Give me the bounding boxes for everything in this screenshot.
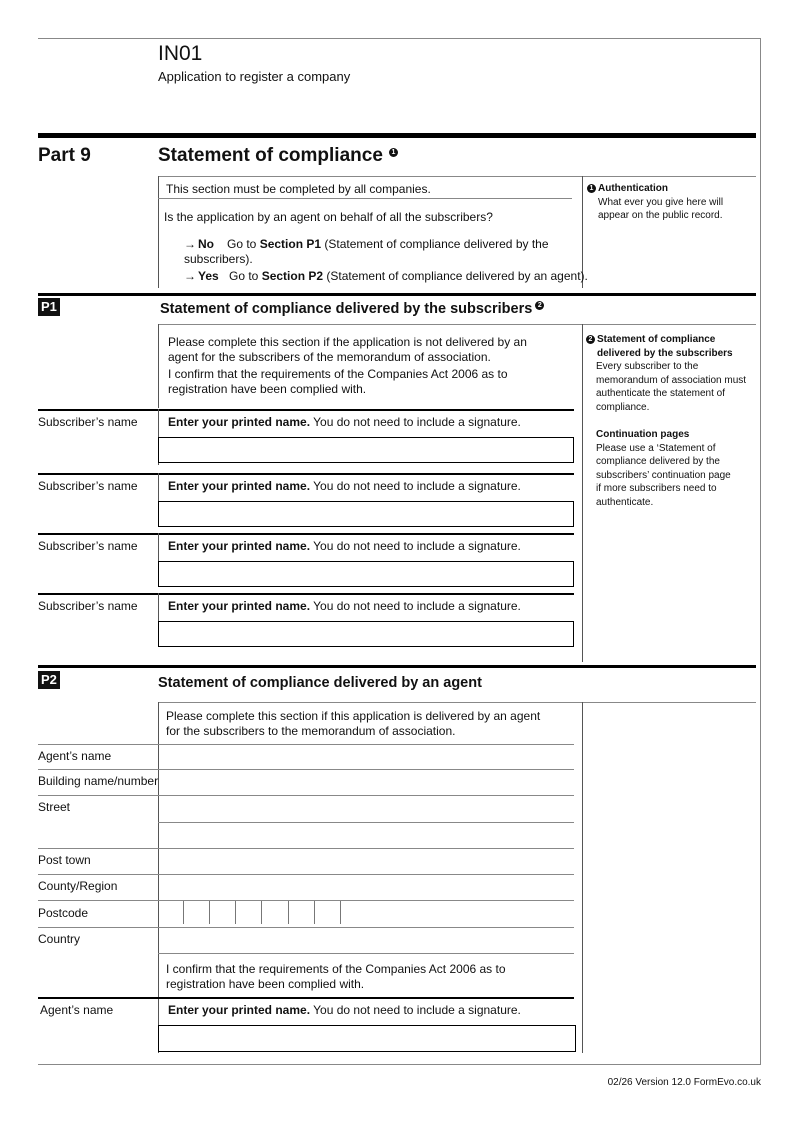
agent-sign-input[interactable] bbox=[158, 1025, 576, 1052]
subscriber-name-input-2[interactable] bbox=[158, 501, 574, 527]
instruction-rest: You do not need to include a signature. bbox=[310, 599, 521, 613]
form-code: IN01 bbox=[158, 42, 203, 65]
agent-sign-instruction bbox=[168, 1003, 521, 1018]
postcode-cell-divider bbox=[209, 901, 210, 924]
subscriber-instruction-4 bbox=[168, 599, 521, 614]
country-input[interactable] bbox=[159, 928, 573, 952]
note-marker-2-icon: 2 bbox=[586, 335, 595, 344]
p1-rule bbox=[38, 293, 756, 296]
p2-sub-rule bbox=[158, 702, 756, 703]
instruction-rest: You do not need to include a signature. bbox=[310, 415, 521, 429]
option-yes[interactable] bbox=[184, 269, 588, 284]
option-yes-desc: (Statement of compliance delivered by an agent). bbox=[323, 269, 588, 283]
street-label: Street bbox=[38, 800, 71, 814]
postcode-label: Postcode bbox=[38, 906, 89, 920]
building-label: Building name/number bbox=[38, 774, 159, 788]
sidebar-p1-body: Every subscriber to the memorandum of association must authenticate the statement of compliance. bbox=[596, 361, 747, 413]
arrow-right-icon: → bbox=[184, 237, 196, 251]
p1-sub-rule bbox=[158, 324, 756, 325]
subscriber-label-4: Subscriber’s name bbox=[38, 599, 138, 613]
instruction-bold: Enter your printed name. bbox=[168, 599, 311, 613]
arrow-right-icon: → bbox=[184, 269, 196, 283]
instruction-bold: Enter your printed name. bbox=[168, 1003, 311, 1017]
top-rule bbox=[38, 38, 761, 39]
street-input-1[interactable] bbox=[159, 796, 573, 821]
sidebar-p1-title: Statement of compliance delivered by the subscribers bbox=[597, 334, 733, 359]
option-no-desc: (Statement of compliance delivered by the subscribers). bbox=[184, 237, 549, 266]
p2-mid-border bbox=[582, 702, 583, 1053]
form-title: Application to register a company bbox=[158, 69, 351, 84]
subscriber-label-2: Subscriber’s name bbox=[38, 479, 138, 493]
agent-name-label: Agent’s name bbox=[38, 749, 112, 763]
p2-intro: Please complete this section if this application is delivered by an agent for the subscribers to the memorandum of association. bbox=[166, 709, 541, 738]
p1-mid-border bbox=[582, 324, 583, 662]
p1-intro: Please complete this section if the application is not delivered by an agent for the subscribers of the memorandum of association. bbox=[168, 335, 527, 364]
p2-title: Statement of compliance delivered by an agent bbox=[158, 675, 482, 691]
subscriber-name-input-4[interactable] bbox=[158, 621, 574, 647]
sidebar-p1 bbox=[586, 333, 754, 509]
postcode-cell-divider bbox=[261, 901, 262, 924]
sidebar-auth-title: Authentication bbox=[598, 183, 668, 194]
subscriber-rule-3 bbox=[38, 533, 574, 535]
p2-badge: P2 bbox=[38, 671, 60, 689]
building-input[interactable] bbox=[159, 770, 573, 794]
post-town-label: Post town bbox=[38, 853, 91, 867]
sidebar-authentication bbox=[587, 182, 757, 223]
p1-left-border bbox=[158, 324, 159, 408]
part9-left-border bbox=[158, 176, 159, 288]
must-complete-text: This section must be completed by all companies. bbox=[166, 182, 431, 196]
part9-title-text: Statement of compliance bbox=[158, 145, 383, 166]
option-yes-label: Yes bbox=[198, 269, 219, 283]
agent-name-input[interactable] bbox=[159, 745, 573, 768]
note-marker-1: 1 bbox=[389, 148, 398, 157]
postcode-cell-divider bbox=[340, 901, 341, 924]
option-no-label: No bbox=[198, 237, 214, 251]
p1-confirm: I confirm that the requirements of the Companies Act 2006 as to registration have been complied with. bbox=[168, 367, 508, 396]
part9-rule bbox=[38, 133, 756, 138]
option-no-section: Section P1 bbox=[259, 237, 322, 251]
subscriber-rule-1 bbox=[38, 409, 574, 411]
subscriber-label-3: Subscriber’s name bbox=[38, 539, 138, 553]
postcode-cell-divider bbox=[314, 901, 315, 924]
sidebar-cont-body: Please use a ‘Statement of compliance delivered by the subscribers’ continuation page if more subscribers need to authenticate. bbox=[596, 442, 731, 508]
p1-badge: P1 bbox=[38, 298, 60, 316]
right-border bbox=[760, 38, 761, 1065]
option-no[interactable] bbox=[184, 237, 554, 267]
part9-sub-rule bbox=[158, 176, 756, 177]
instruction-bold: Enter your printed name. bbox=[168, 479, 311, 493]
instruction-rest: You do not need to include a signature. bbox=[310, 479, 521, 493]
county-input[interactable] bbox=[159, 875, 573, 899]
field-rule-end bbox=[158, 953, 574, 954]
subscriber-label-1: Subscriber’s name bbox=[38, 415, 138, 429]
option-yes-section: Section P2 bbox=[261, 269, 324, 283]
instruction-rest: You do not need to include a signature. bbox=[310, 1003, 521, 1017]
instruction-bold: Enter your printed name. bbox=[168, 415, 311, 429]
subscriber-instruction-2 bbox=[168, 479, 521, 494]
postcode-cell-divider bbox=[183, 901, 184, 924]
subscriber-instruction-1 bbox=[168, 415, 521, 430]
p1-title bbox=[160, 300, 546, 318]
sidebar-cont-title: Continuation pages bbox=[596, 429, 690, 440]
instruction-bold: Enter your printed name. bbox=[168, 539, 311, 553]
county-label: County/Region bbox=[38, 879, 118, 893]
postcode-input[interactable] bbox=[159, 901, 365, 925]
subscriber-rule-4 bbox=[38, 593, 574, 595]
subscriber-rule-2 bbox=[38, 473, 574, 475]
instruction-rest: You do not need to include a signature. bbox=[310, 539, 521, 553]
bottom-rule bbox=[38, 1064, 761, 1065]
p2-rule bbox=[38, 665, 756, 668]
street-input-2[interactable] bbox=[159, 823, 573, 847]
agent-question: Is the application by an agent on behalf of all the subscribers? bbox=[164, 210, 493, 224]
must-complete-rule bbox=[158, 198, 572, 199]
option-no-prefix: Go to bbox=[227, 237, 260, 251]
option-yes-prefix: Go to bbox=[229, 269, 262, 283]
p1-title-text: Statement of compliance delivered by the subscribers bbox=[160, 301, 533, 317]
part-label: Part 9 bbox=[38, 145, 91, 166]
p2-confirm: I confirm that the requirements of the Companies Act 2006 as to registration have been complied with. bbox=[166, 962, 506, 991]
post-town-input[interactable] bbox=[159, 849, 573, 873]
postcode-cell-divider bbox=[288, 901, 289, 924]
subscriber-instruction-3 bbox=[168, 539, 521, 554]
subscriber-name-input-1[interactable] bbox=[158, 437, 574, 463]
agent-sign-label: Agent’s name bbox=[40, 1003, 114, 1017]
note-marker-1-icon: 1 bbox=[587, 184, 596, 193]
part9-title bbox=[158, 145, 398, 167]
footer-version: 02/26 Version 12.0 FormEvo.co.uk bbox=[607, 1077, 761, 1088]
country-label: Country bbox=[38, 932, 81, 946]
note-marker-2: 2 bbox=[535, 301, 544, 310]
sidebar-auth-body: What ever you give here will appear on the public record. bbox=[598, 196, 724, 221]
subscriber-name-input-3[interactable] bbox=[158, 561, 574, 587]
agent-sign-rule bbox=[38, 997, 574, 999]
postcode-cell-divider bbox=[235, 901, 236, 924]
